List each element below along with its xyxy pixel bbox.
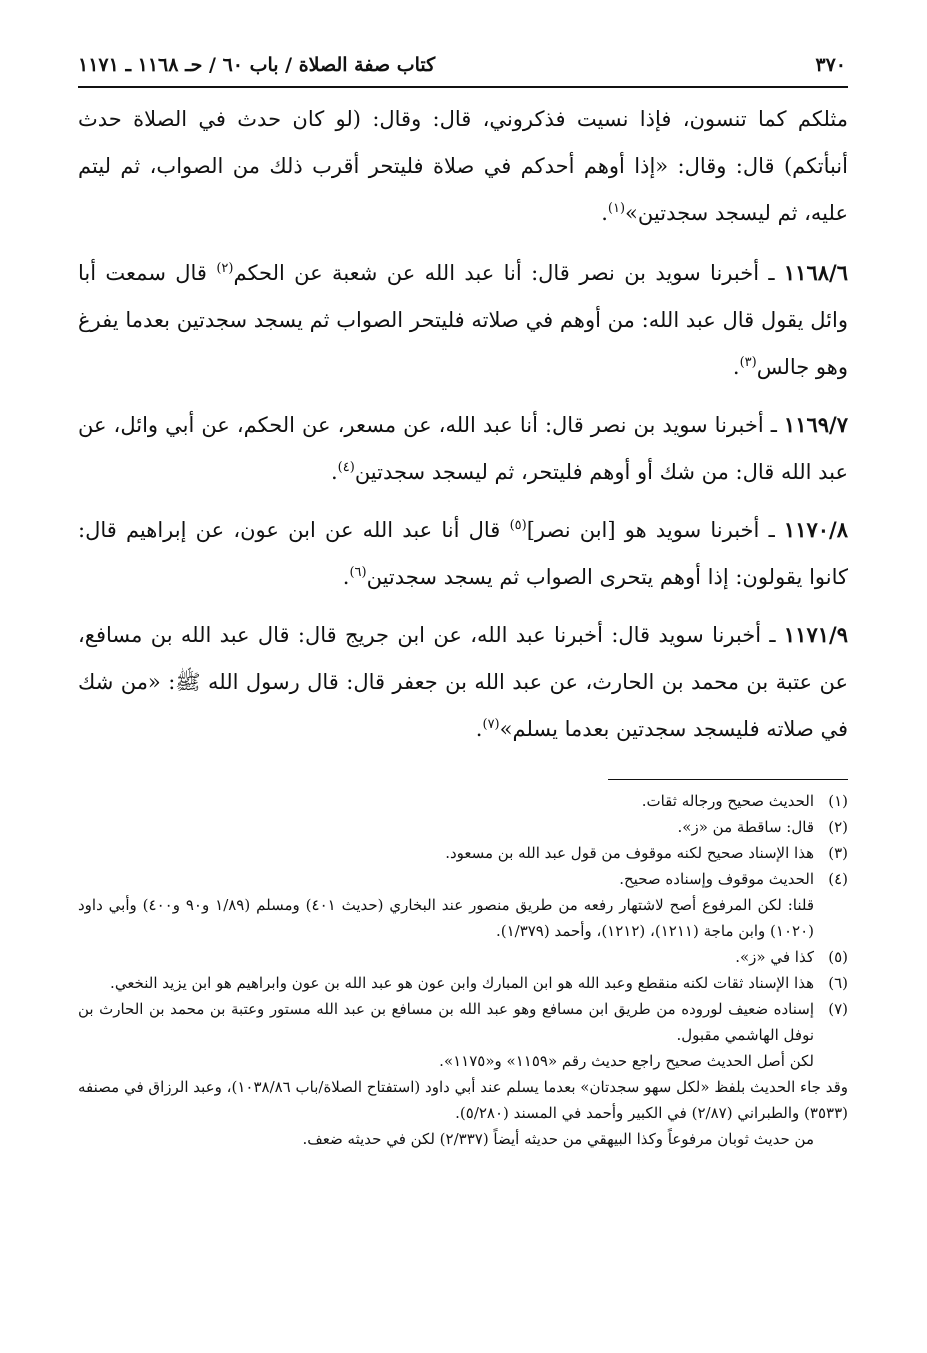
footnote-ref: (٦) — [349, 565, 367, 580]
hadith-1170 — [78, 506, 848, 601]
footnote-text: هذا الإسناد ثقات لكنه منقطع وعبد الله هو ابن المبارك وابن عون هو عبد الله بن عون وابراهيم هو ابن يزيد النخعي. — [110, 974, 814, 992]
footnote-item — [78, 840, 848, 866]
paragraph-end: . — [732, 355, 740, 379]
footnote-number: (٥) — [828, 948, 848, 966]
footnote-ref: (٤) — [337, 460, 355, 475]
footnote-text: الحديث موقوف وإسناده صحيح. — [619, 870, 814, 888]
footnote-ref: (١) — [607, 201, 626, 216]
footnote-number: (٢) — [828, 818, 848, 836]
footnote-number: (٤) — [828, 870, 848, 888]
main-text — [78, 96, 848, 753]
paragraph-end: . — [475, 717, 483, 741]
page-header — [78, 48, 848, 88]
footnote-item — [78, 814, 848, 840]
footnote-ref: (٢) — [216, 261, 234, 276]
footnotes — [78, 788, 848, 1152]
footnote-number: (٧) — [828, 1000, 848, 1018]
page-number: ٣٧٠ — [815, 54, 846, 76]
paragraph-end: . — [330, 460, 338, 484]
hadith-number: ١١٧٠/٨ — [783, 517, 848, 542]
footnote-text: كذا في «ز». — [735, 948, 814, 966]
footnote-text: الحديث صحيح ورجاله ثقات. — [641, 792, 814, 810]
footnote-ref: (٣) — [739, 355, 757, 370]
paragraph-end: . — [342, 565, 350, 589]
footnote-item-continuation — [78, 892, 848, 944]
hadith-number: ١١٦٩/٧ — [783, 412, 848, 437]
footnote-continuation: من حديث ثوبان مرفوعاً وكذا البيهقي من حديثه أيضاً (٢/٣٣٧) لكن في حديثه ضعف. — [302, 1130, 814, 1148]
footnote-continuation: لكن أصل الحديث صحيح راجع حديث رقم «١١٥٩» و«١١٧٥». — [439, 1052, 814, 1070]
footnote-item — [78, 866, 848, 892]
footnote-item — [78, 788, 848, 814]
footnote-ref: (٥) — [509, 518, 527, 533]
hadith-1169 — [78, 401, 848, 496]
footnote-text: إسناده ضعيف لوروده من طريق ابن مسافع وهو عبد الله بن مسافع بن عبد الله مستور وعتبة بن محمد بن الحارث بن نوفل الهاشمي مقبول. — [78, 1000, 814, 1044]
running-title: كتاب صفة الصلاة / باب ٦٠ / حـ ١١٦٨ ـ ١١٧١ — [78, 54, 436, 76]
paragraph-text: ـ أخبرنا سويد بن نصر قال: أنا عبد الله، عن مسعر، عن الحكم، عن أبي وائل، عن عبد الله قال: من شك أو أوهم فليتحر، ثم ليسجد سجدتين — [78, 413, 848, 484]
paragraph-text: قال أنا عبد الله عن ابن عون، عن إبراهيم قال: كانوا يقولون: إذا أوهم يتحرى الصواب ثم يسجد سجدتين — [78, 518, 848, 589]
footnote-number — [814, 892, 848, 944]
paragraph-text: مثلكم كما تنسون، فإذا نسيت فذكروني، قال: وقال: (لو كان حدث في الصلاة حدث أنبأتكم) قال: وقال: «إذا أوهم أحدكم في صلاة فليتحر أقرب ذلك من الصواب، ثم ليتم عليه، ثم ليسجد سجدتين» — [78, 107, 848, 225]
paragraph-text: ـ أخبرنا سويد بن نصر قال: أنا عبد الله عن شعبة عن الحكم — [233, 261, 775, 285]
paragraph-text: قال سمعت أبا وائل يقول قال عبد الله: من أوهم في صلاته فليتحر الصواب ثم يسجد سجدتين بعدما يفرغ وهو جالس — [78, 261, 848, 379]
paragraph-text: ـ أخبرنا سويد قال: أخبرنا عبد الله، عن ابن جريج قال: قال عبد الله بن مسافع، عن عتبة بن محمد بن الحارث، عن عبد الله بن جعفر قال: قال رسول الله ﷺ: «من شك في صلاته فليسجد سجدتين بعدما يسلم» — [78, 623, 848, 741]
footnote-separator — [608, 779, 848, 780]
paragraph-end: . — [601, 201, 608, 225]
book-page — [78, 48, 848, 1152]
footnote-ref: (٧) — [482, 717, 500, 732]
footnote-continuation: وقد جاء الحديث بلفظ «لكل سهو سجدتان» بعدما يسلم عند أبي داود (استفتاح الصلاة/باب ١٠٣٨/٨٦)، وعبد الرزاق في مصنفه (٣٥٣٣) والطبراني (٢/٨٧) في الكبير وأحمد في المسند (٥/٢٨٠). — [78, 1078, 848, 1122]
paragraph-continuation — [78, 96, 848, 237]
footnote-number: (٣) — [828, 844, 848, 862]
footnote-text: قال: ساقطة من «ز». — [677, 818, 814, 836]
footnote-item — [78, 970, 848, 996]
footnote-item — [78, 944, 848, 970]
footnote-text: قلنا: لكن المرفوع أصح لاشتهار رفعه من طريق منصور عند البخاري (حديث ٤٠١) ومسلم (١/٨٩ و٩٠ و٤٠٠) وأبي داود (١٠٢٠) وابن ماجة (١٢١١)، (١٢١٢)، وأحمد (١/٣٧٩). — [78, 896, 815, 940]
paragraph-text: ـ أخبرنا سويد هو [ابن نصر] — [526, 518, 775, 542]
hadith-number: ١١٧١/٩ — [783, 622, 848, 647]
hadith-number: ١١٦٨/٦ — [783, 260, 848, 285]
hadith-1171 — [78, 611, 848, 753]
footnote-number: (٦) — [828, 974, 848, 992]
footnote-item — [78, 996, 848, 1048]
hadith-1168 — [78, 249, 848, 391]
footnote-text: هذا الإسناد صحيح لكنه موقوف من قول عبد الله بن مسعود. — [445, 844, 814, 862]
footnote-number: (١) — [828, 792, 848, 810]
